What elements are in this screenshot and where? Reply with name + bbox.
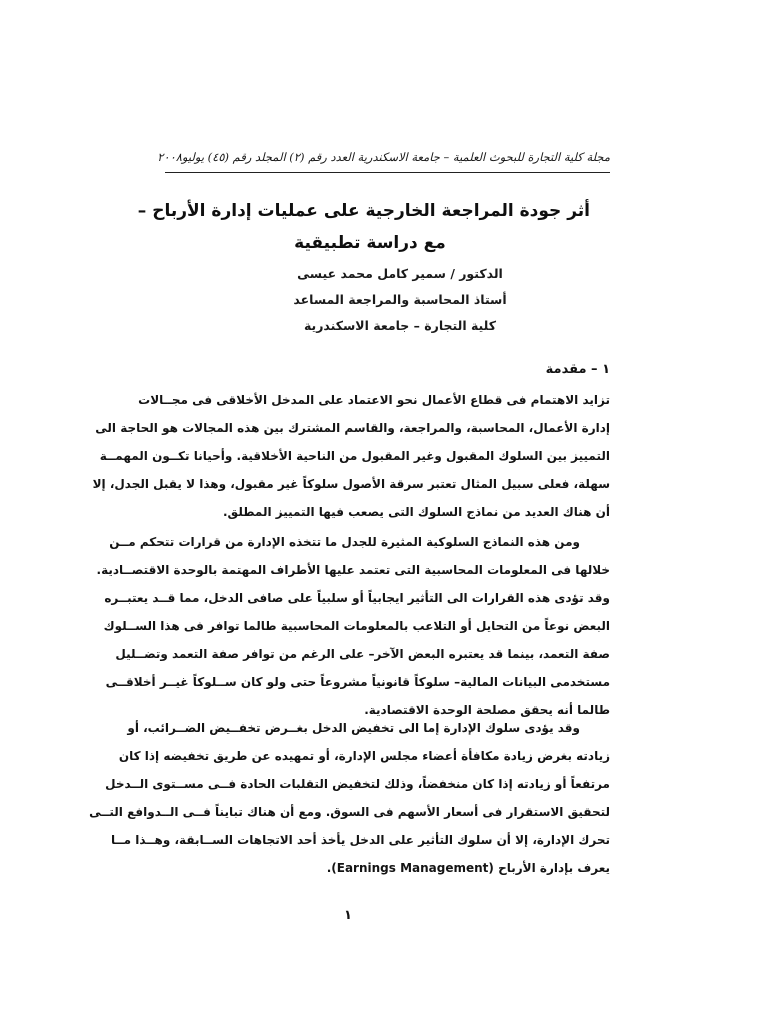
paragraph-line: البعض نوعاً من التحايل أو التلاعب بالمعلومات المحاسبية طالما توافر فى هذا الســلوك: [103, 619, 610, 633]
paragraph-line: مرتفعاً أو زيادته إذا كان منخفضاً، وذلك لتخفيض التقلبات الحادة فــى مســتوى الــدخل: [105, 777, 610, 791]
paragraph-line: مستخدمى البيانات المالية– سلوكاً قانونياً مشروعاً حتى ولو كان ســلوكاً غيــر أخلاقــى: [105, 675, 610, 689]
paragraph-line: سهلة، فعلى سبيل المثال تعتبر سرقة الأصول سلوكاً غير مقبول، وهذا لا يقبل الجدل، إلا: [92, 477, 610, 491]
paragraph-line: يعرف بإدارة الأرباح (Earnings Management).: [326, 861, 610, 875]
page-number: ١: [344, 908, 352, 923]
paragraph-line: التمييز بين السلوك المقبول وغير المقبول من الناحية الأخلاقية. وأحيانا تكــون المهمــة: [99, 449, 610, 463]
paragraph-3: [89, 714, 610, 882]
article-title-line-2: مع دراسة تطبيقية: [294, 233, 446, 253]
header-divider: [165, 172, 610, 173]
paragraph-2: [96, 528, 610, 724]
author-position: أستاذ المحاسبة والمراجعة المساعد: [293, 292, 507, 307]
paragraph-line: وقد تؤدى هذه القرارات الى التأثير ايجابياً أو سلبياً على صافى الدخل، مما قــد يعتبــره: [104, 591, 610, 605]
paragraph-1: [92, 386, 610, 526]
article-title-line-1: أثر جودة المراجعة الخارجية على عمليات إدارة الأرباح –: [137, 201, 590, 221]
paragraph-line: صفة التعمد، بينما قد يعتبره البعض الآخر– على الرغم من توافر صفة التعمد وتضــليل: [115, 647, 610, 661]
paragraph-line: تزايد الاهتمام فى قطاع الأعمال نحو الاعتماد على المدخل الأخلاقى فى مجــالات: [138, 393, 610, 407]
paragraph-line: خلالها فى المعلومات المحاسبية التى تعتمد عليها الأطراف المهتمة بالوحدة الاقتصــادية.: [96, 563, 610, 577]
paragraph-line: ومن هذه النماذج السلوكية المثيرة للجدل ما تتخذه الإدارة من قرارات تتحكم مــن: [109, 535, 580, 549]
section-heading: ١ – مقدمة: [545, 362, 610, 377]
paragraph-line: أن هناك العديد من نماذج السلوك التى يصعب فيها التمييز المطلق.: [222, 505, 610, 519]
paragraph-line: لتحقيق الاستقرار فى أسعار الأسهم فى السوق. ومع أن هناك تبايناً فــى الــدوافع التــى: [89, 805, 610, 819]
paragraph-line: وقد يؤدى سلوك الإدارة إما الى تخفيض الدخل بغــرض تخفــيض الضــرائب، أو: [127, 721, 580, 735]
running-header: مجلة كلية التجارة للبحوث العلمية – جامعة الاسكندرية العدد رقم (٢) المجلد رقم (٤٥) يوليو٢٠٠٨: [157, 150, 610, 164]
paragraph-line: تحرك الإدارة، إلا أن سلوك التأثير على الدخل يأخذ أحد الاتجاهات الســابقة، وهــذا مــا: [110, 833, 610, 847]
paragraph-line: إدارة الأعمال، المحاسبة، والمراجعة، والقاسم المشترك بين هذه المجالات هو الحاجة الى: [95, 421, 610, 435]
author-affiliation: كلية التجارة – جامعة الاسكندرية: [303, 318, 497, 333]
paragraph-line: زيادته بغرض زيادة مكافأة أعضاء مجلس الإدارة، أو تمهيده عن طريق تخفيضه إذا كان: [118, 749, 610, 763]
author-name: الدكتور / سمير كامل محمد عيسى: [297, 266, 503, 281]
paragraph-line: طالما أنه يحقق مصلحة الوحدة الاقتصادية.: [364, 703, 610, 717]
